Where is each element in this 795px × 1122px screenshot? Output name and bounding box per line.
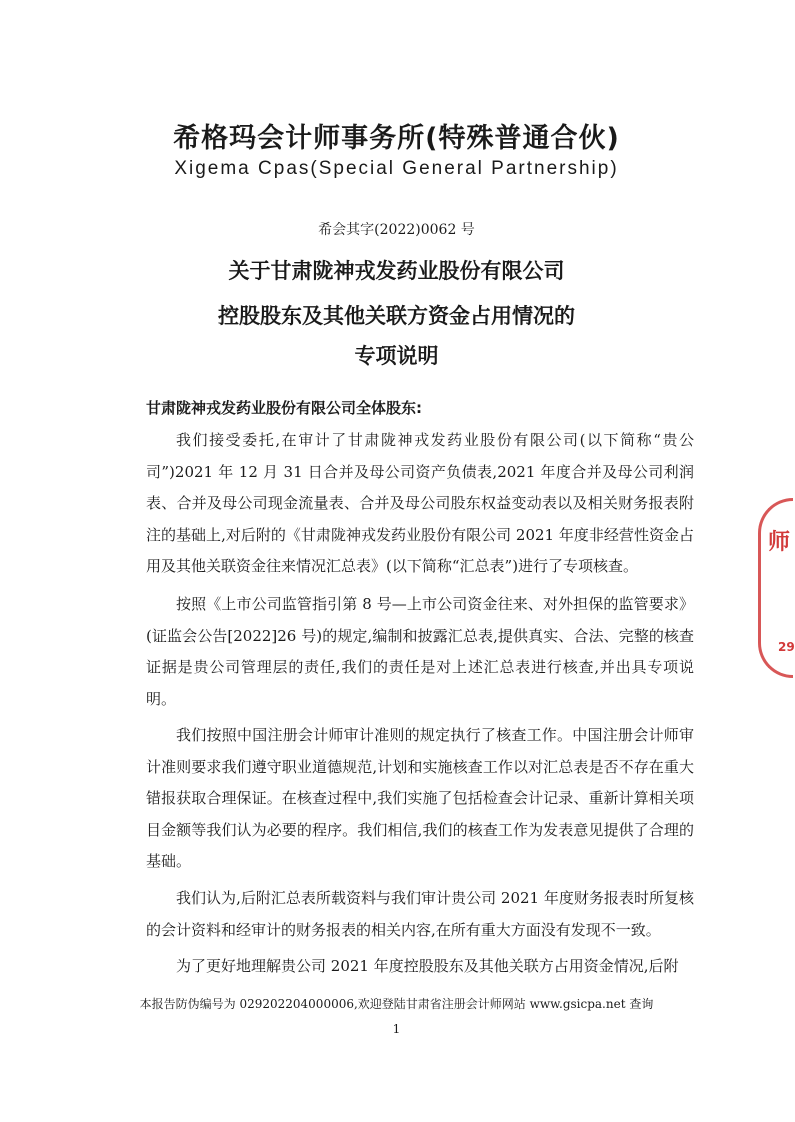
document-number: 希会其字(2022)0062 号 xyxy=(318,222,475,238)
title-line-1: 关于甘肃陇神戎发药业股份有限公司 xyxy=(228,259,565,283)
firm-name-cn: 希格玛会计师事务所(特殊普通合伙) xyxy=(173,123,620,154)
page-number: 1 xyxy=(392,1022,401,1036)
seal-stamp-char: 师 xyxy=(768,530,791,555)
paragraph-responsibility: 按照《上市公司监管指引第 8 号—上市公司资金往来、对外担保的监管要求》(证监会公告[2022]26 号)的规定,编制和披露汇总表,提供真实、合法、完整的核查证据是贵公司管理层的责任,我们的责任是对上述汇总表进行核查,并出具专项说明。 xyxy=(146,595,694,708)
paragraph-continued: 为了更好地理解贵公司 2021 年度控股股东及其他关联方占用资金情况,后附 xyxy=(176,957,679,975)
paragraph-opinion: 我们认为,后附汇总表所载资料与我们审计贵公司 2021 年度财务报表时所复核的会计资料和经审计的财务报表的相关内容,在所有重大方面没有发现不一致。 xyxy=(146,889,694,939)
verification-footer: 本报告防伪编号为 029202204000006,欢迎登陆甘肃省注册会计师网站 www.gsicpa.net 查询 xyxy=(139,997,654,1011)
addressee: 甘肃陇神戎发药业股份有限公司全体股东: xyxy=(146,399,423,417)
seal-stamp-digits: 29 xyxy=(778,640,795,654)
paragraph-procedures: 我们按照中国注册会计师审计准则的规定执行了核查工作。中国注册会计师审计准则要求我们遵守职业道德规范,计划和实施核查工作以对汇总表是否不存在重大错报获取合理保证。在核查过程中,我们实施了包括检查会计记录、重新计算相关项目金额等我们认为必要的程序。我们相信,我们的核查工作为发表意见提供了合理的基础。 xyxy=(146,726,694,870)
title-line-2: 控股股东及其他关联方资金占用情况的 xyxy=(218,304,575,328)
paragraph-engagement: 我们接受委托,在审计了甘肃陇神戎发药业股份有限公司(以下简称“贵公司”)2021 年 12 月 31 日合并及母公司资产负债表,2021 年度合并及母公司利润表、合并及母公司现金流量表、合并及母公司股东权益变动表以及相关财务报表附注的基础上,对后附的《甘肃陇神戎发药业股份有限公司 2021 年度非经营性资金占用及其他关联资金往来情况汇总表》(以下简称“汇总表”)进行了专项核查。 xyxy=(146,431,694,575)
firm-name-en: Xigema Cpas(Special General Partnership) xyxy=(174,158,619,179)
title-line-3: 专项说明 xyxy=(354,344,439,368)
